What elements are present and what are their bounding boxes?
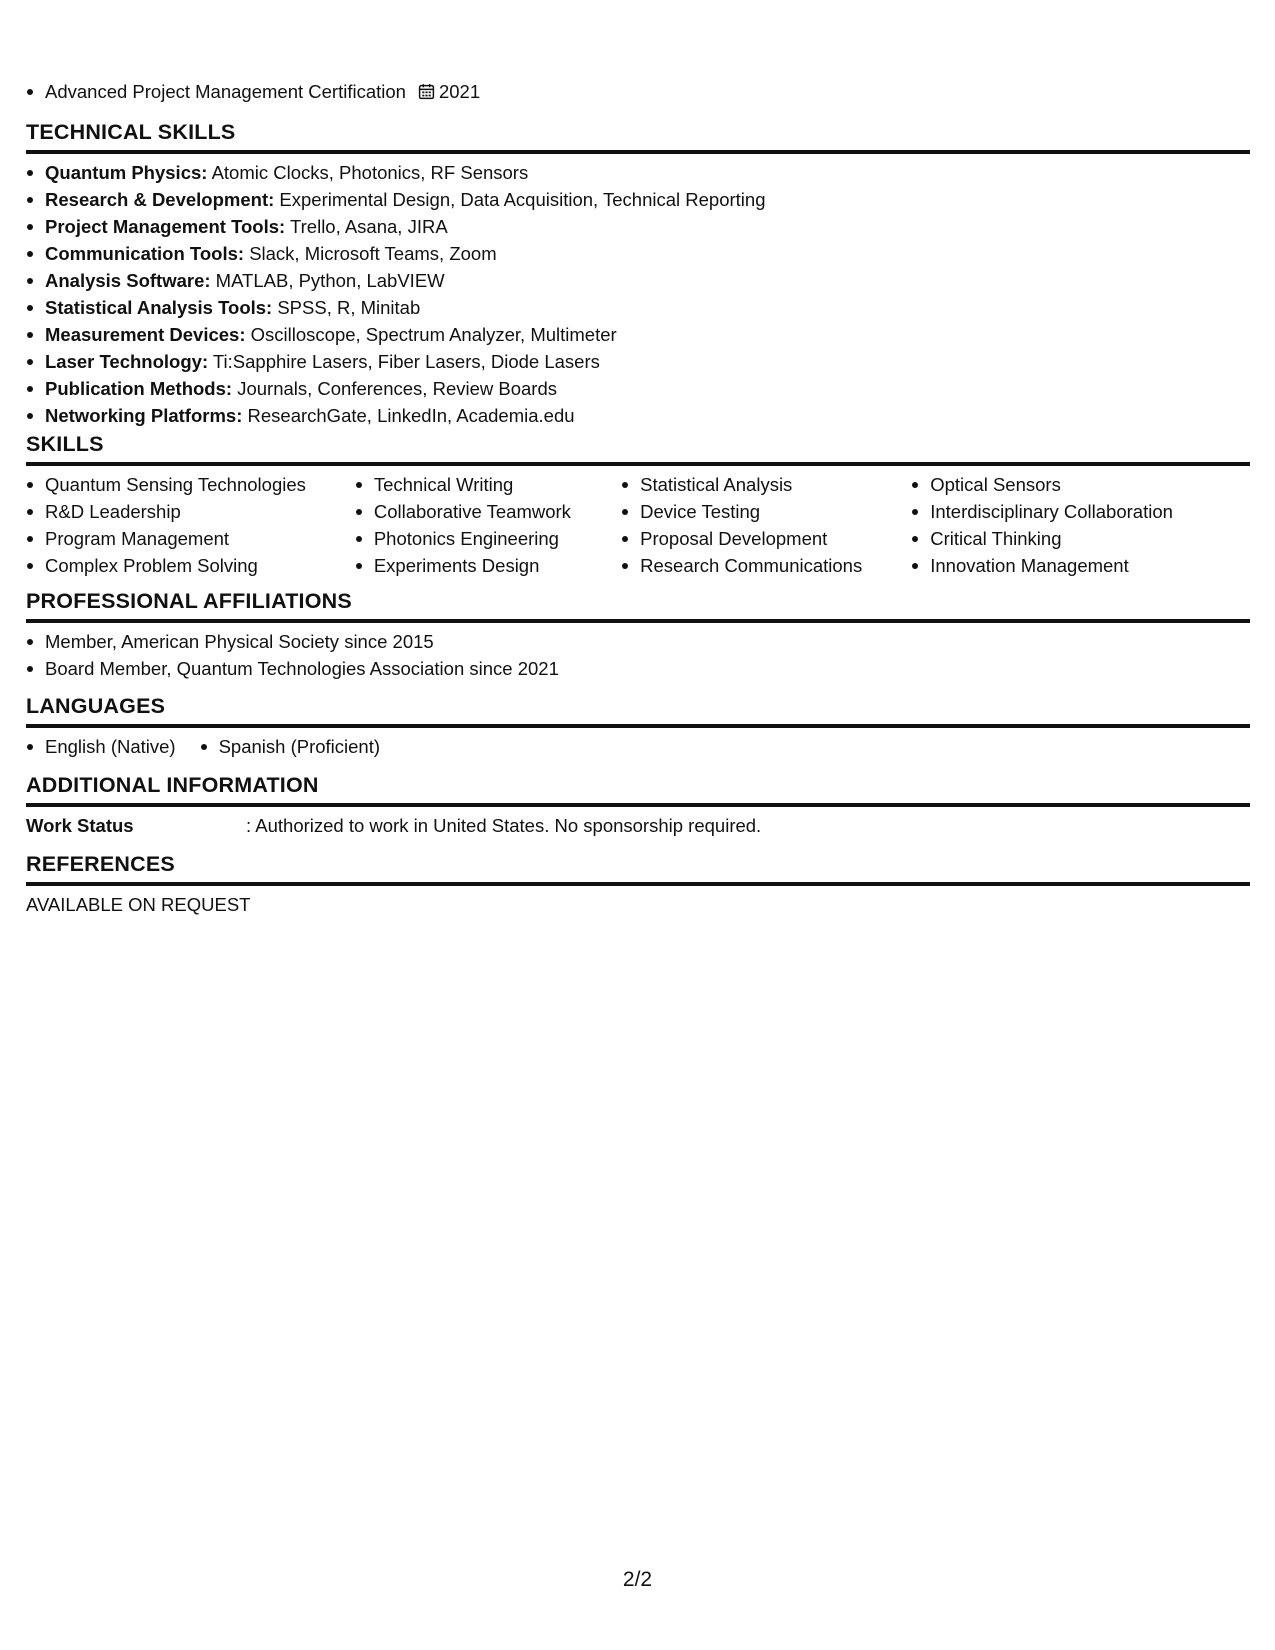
references-section xyxy=(26,849,1250,918)
skills-column xyxy=(355,471,600,579)
list-item xyxy=(26,321,1250,348)
affiliations-section xyxy=(26,586,1250,682)
skill-category: Publication Methods: xyxy=(45,378,233,399)
list-item xyxy=(26,213,1250,240)
skill-category: Research & Development: xyxy=(45,189,275,210)
section-title: ADDITIONAL INFORMATION xyxy=(26,770,1250,807)
skill-values: Experimental Design, Data Acquisition, Technical Reporting xyxy=(279,189,766,210)
languages-list xyxy=(26,728,1250,760)
work-status-value: : Authorized to work in United States. No sponsorship required. xyxy=(246,815,762,836)
skill-values: MATLAB, Python, LabVIEW xyxy=(215,270,445,291)
technical-skills-list xyxy=(26,154,1250,429)
certification-name: Advanced Project Management Certification xyxy=(45,81,406,102)
list-item: Complex Problem Solving xyxy=(26,552,334,579)
skill-values: Atomic Clocks, Photonics, RF Sensors xyxy=(211,162,529,183)
skill-category: Networking Platforms: xyxy=(45,405,243,426)
skills-section xyxy=(26,429,1250,579)
skill-category: Statistical Analysis Tools: xyxy=(45,297,273,318)
section-title: SKILLS xyxy=(26,429,1250,466)
additional-info-section xyxy=(26,770,1250,839)
list-item: Critical Thinking xyxy=(911,525,1229,552)
skill-values: Journals, Conferences, Review Boards xyxy=(237,378,557,399)
languages-section xyxy=(26,691,1250,760)
section-title: REFERENCES xyxy=(26,849,1250,886)
list-item xyxy=(26,267,1250,294)
list-item: Device Testing xyxy=(621,498,890,525)
skill-category: Laser Technology: xyxy=(45,351,209,372)
skill-values: Trello, Asana, JIRA xyxy=(290,216,448,237)
list-item xyxy=(26,159,1250,186)
list-item: Spanish (Proficient) xyxy=(200,733,380,760)
list-item xyxy=(26,294,1250,321)
work-status-row xyxy=(26,807,1250,839)
list-item: Interdisciplinary Collaboration xyxy=(911,498,1229,525)
section-title: LANGUAGES xyxy=(26,691,1250,728)
references-text: AVAILABLE ON REQUEST xyxy=(26,894,251,915)
technical-skills-section xyxy=(26,117,1250,429)
list-item xyxy=(26,402,1250,429)
list-item: R&D Leadership xyxy=(26,498,334,525)
list-item xyxy=(26,186,1250,213)
skill-values: SPSS, R, Minitab xyxy=(277,297,421,318)
skills-column xyxy=(911,471,1229,579)
skills-column xyxy=(26,471,334,579)
certification-list xyxy=(26,78,480,105)
skill-category: Project Management Tools: xyxy=(45,216,286,237)
list-item: Member, American Physical Society since 2015 xyxy=(26,628,1250,655)
list-item: Proposal Development xyxy=(621,525,890,552)
list-item: Experiments Design xyxy=(355,552,600,579)
certification-item xyxy=(26,78,480,105)
work-status-label: Work Status xyxy=(26,815,134,836)
list-item: Board Member, Quantum Technologies Association since 2021 xyxy=(26,655,1250,682)
section-title: PROFESSIONAL AFFILIATIONS xyxy=(26,586,1250,623)
skills-columns xyxy=(26,466,1250,579)
list-item: Research Communications xyxy=(621,552,890,579)
list-item: Program Management xyxy=(26,525,334,552)
section-title: TECHNICAL SKILLS xyxy=(26,117,1250,154)
skill-values: Slack, Microsoft Teams, Zoom xyxy=(249,243,497,264)
list-item: Innovation Management xyxy=(911,552,1229,579)
list-item: Quantum Sensing Technologies xyxy=(26,471,334,498)
skill-values: Ti:Sapphire Lasers, Fiber Lasers, Diode Lasers xyxy=(212,351,600,372)
skills-column xyxy=(621,471,890,579)
list-item: Photonics Engineering xyxy=(355,525,600,552)
calendar-icon xyxy=(418,83,435,100)
page-number: 2/2 xyxy=(622,1568,653,1591)
skill-category: Quantum Physics: xyxy=(45,162,208,183)
skill-category: Communication Tools: xyxy=(45,243,245,264)
list-item: English (Native) xyxy=(26,733,176,760)
skill-values: Oscilloscope, Spectrum Analyzer, Multimeter xyxy=(250,324,617,345)
list-item xyxy=(26,375,1250,402)
list-item: Technical Writing xyxy=(355,471,600,498)
list-item xyxy=(26,348,1250,375)
skill-values: ResearchGate, LinkedIn, Academia.edu xyxy=(247,405,575,426)
list-item xyxy=(26,240,1250,267)
list-item: Collaborative Teamwork xyxy=(355,498,600,525)
list-item: Statistical Analysis xyxy=(621,471,890,498)
skill-category: Measurement Devices: xyxy=(45,324,246,345)
list-item: Optical Sensors xyxy=(911,471,1229,498)
skill-category: Analysis Software: xyxy=(45,270,211,291)
affiliations-list xyxy=(26,623,1250,682)
certification-year: 2021 xyxy=(438,81,481,102)
